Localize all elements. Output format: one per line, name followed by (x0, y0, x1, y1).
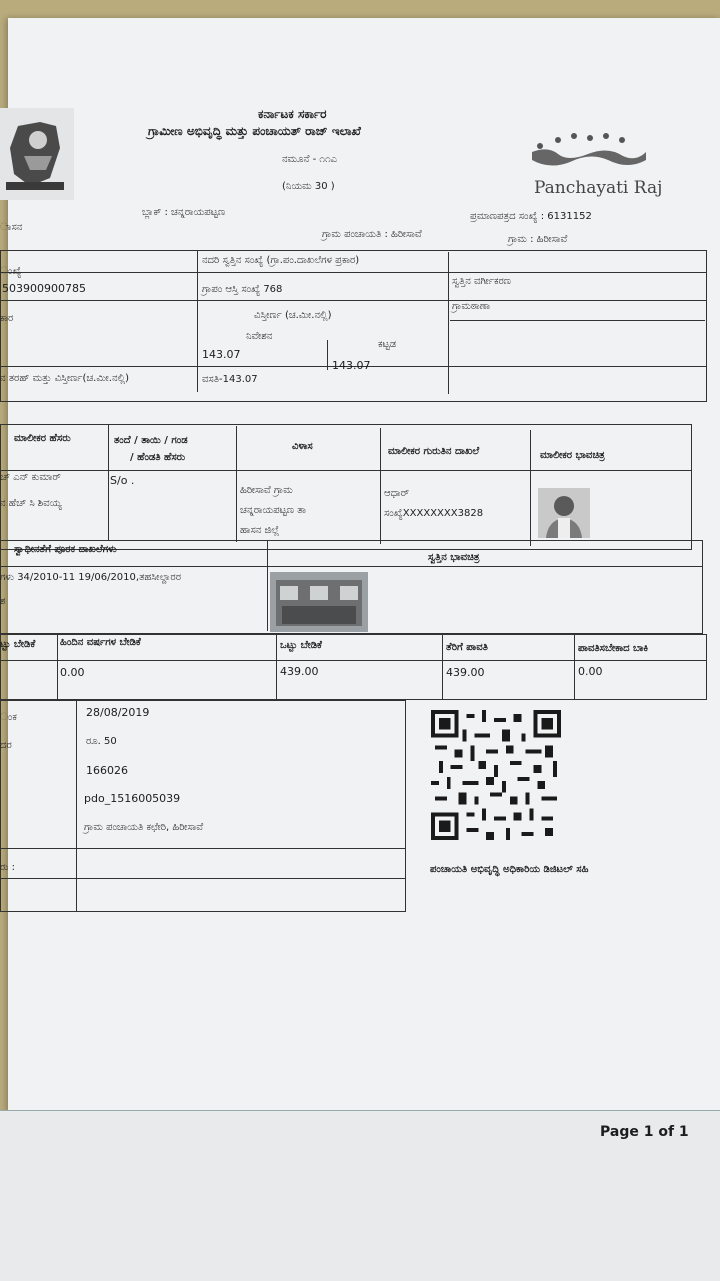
owner-photo-header: ಮಾಲೀಕರ ಭಾವಚಿತ್ರ (540, 450, 605, 461)
pdo-id: pdo_1516005039 (84, 792, 181, 805)
label-sign: ರು : (0, 862, 16, 873)
label-type-area: ನ ತರಹ್ ಮತ್ತು ವಿಸ್ತೀರ್ಣ(ಚ.ಮೀ.ನಲ್ಲಿ) (0, 373, 130, 384)
owner-name-2: ನ ಹೆಚ್ ಸಿ ಶಿವಯ್ಯ (0, 498, 62, 509)
village-name: ಗ್ರಾಮ : ಹಿರೀಸಾವೆ (508, 234, 568, 245)
classification-header: ಸ್ವತ್ತಿನ ವರ್ಗೀಕರಣ (452, 276, 511, 287)
father-header-2: / ಹೆಂಡತಿ ಹೆಸರು (130, 452, 186, 463)
page-number: Page 1 of 1 (600, 1124, 689, 1140)
id-type: ಆಧಾರ್ (384, 488, 410, 499)
classification-value: ಗ್ರಾಮಠಾಣಾ (452, 301, 491, 312)
relation: S/o . (110, 474, 135, 487)
property-photo-header: ಸ್ವತ್ತಿನ ಭಾವಚಿತ್ರ (428, 552, 480, 563)
address-line-2: ಚನ್ನರಾಯಪಟ್ಟಣ ತಾ (240, 505, 307, 516)
karnataka-emblem-icon (0, 108, 74, 200)
building-area-value: 143.07 (332, 359, 371, 372)
father-header: ತಂದೆ / ತಾಯಿ / ಗಂಡ (114, 435, 188, 446)
id-doc-header: ಮಾಲೀಕರ ಗುರುತಿನ ದಾಖಲೆ (388, 446, 480, 457)
brand-name: Panchayati Raj (534, 178, 663, 198)
certificate-number: ಪ್ರಮಾಣಪತ್ರದ ಸಂಖ್ಯೆ : 6131152 (470, 211, 592, 222)
address-header: ವಿಳಾಸ (292, 441, 313, 452)
office-name: ಗ್ರಾಮ ಪಂಚಾಯತಿ ಕಛೇರಿ, ಹಿರೀಸಾವೆ (84, 822, 204, 833)
gram-panchayat: ಗ್ರಾಮ ಪಂಚಾಯತಿ : ಹಿರೀಸಾವೆ (322, 229, 422, 240)
tax-demand-value: 439.00 (280, 665, 319, 678)
receipt-table (0, 700, 406, 912)
property-id-value: 503900900785 (2, 282, 86, 295)
docs-line-2: ಶ (0, 596, 6, 607)
docs-header: ಸ್ವಾಧೀನತೆಗೆ ಪೂರಕ ದಾಖಲೆಗಳು (14, 544, 117, 555)
header-serial: ನದರಿ ಸ್ವತ್ತಿನ ಸಂಖ್ಯೆ (ಗ್ರಾ.ಪಂ.ದಾಖಲೆಗಳ ಪ್ರಕಾರ) (202, 255, 360, 266)
panchayati-raj-logo-icon (528, 132, 650, 178)
usage-value: ವಸತಿ-143.07 (202, 374, 258, 385)
receipt-date: 28/08/2019 (86, 706, 150, 719)
tax-balance-value: 0.00 (578, 665, 603, 678)
label-class: ಕಾರ (0, 313, 14, 324)
property-photo (270, 572, 368, 632)
owner-name-1: ಚ್ ಎನ್ ಕುಮಾರ್ (0, 472, 61, 483)
tax-header-balance: ಪಾವತಿಸಬೇಕಾದ ಬಾಕಿ (578, 643, 649, 654)
label-date: ಂಕ (0, 712, 17, 723)
owner-photo (538, 488, 590, 538)
header-dept: ಗ್ರಾಮೀಣ ಅಭಿವೃದ್ಧಿ ಮತ್ತು ಪಂಚಾಯತ್ ರಾಜ್ ಇಲಾಖೆ (148, 124, 361, 138)
address-line-3: ಹಾಸನ ಜಿಲ್ಲೆ (240, 525, 280, 536)
tax-header-paid: ತೆರಿಗೆ ಪಾವತಿ (446, 642, 488, 653)
docs-line-1: ಗಳು 34/2010-11 19/06/2010,ತಹಸೀಲ್ದಾರರ (0, 572, 181, 583)
block-name: ಬ್ಲಾಕ್ : ಚನ್ನರಾಯಪಟ್ಟಣ (142, 207, 226, 218)
label-fee: ದರ (0, 740, 12, 751)
qr-code (430, 710, 562, 840)
receipt-fee: ರೂ. 50 (86, 736, 117, 747)
digital-signature-label: ಪಂಚಾಯತಿ ಅಭಿವೃದ್ಧಿ ಅಧಿಕಾರಿಯ ಡಿಜಿಟಲ್ ಸಹಿ (430, 864, 589, 875)
tax-header-total: ಟ್ಟು ಬೇಡಿಕೆ (0, 639, 36, 650)
label-property-no: ಂಖ್ಯೆ (0, 266, 22, 277)
receipt-number: 166026 (86, 764, 128, 777)
id-number: ಸಂಖ್ಯೆXXXXXXXX3828 (384, 508, 484, 519)
tax-header-demand: ಒಟ್ಟು ಬೇಡಿಕೆ (280, 640, 322, 651)
tax-header-previous: ಹಿಂದಿನ ವರ್ಷಗಳ ಬೇಡಿಕೆ (60, 637, 141, 648)
tax-previous-value: 0.00 (60, 666, 85, 679)
owner-name-header: ಮಾಲೀಕರ ಹೆಸರು (14, 433, 71, 444)
tax-paid-value: 439.00 (446, 666, 485, 679)
meta-cut-label: ಾಸನ (0, 222, 23, 233)
address-line-1: ಹಿರೀಸಾವೆ ಗ್ರಾಮ (240, 485, 293, 496)
site-area-value: 143.07 (202, 348, 241, 361)
site-header: ನಿವೇಶನ (246, 331, 273, 342)
header-govt: ಕರ್ನಾಟಕ ಸರ್ಕಾರ (258, 107, 327, 121)
header-form: ನಮೂನೆ - ೧೧ಎ (282, 154, 337, 165)
header-rule: (ನಿಯಮ 30 ) (282, 181, 335, 192)
gp-property-number: ಗ್ರಾಪಂ ಆಸ್ತಿ ಸಂಖ್ಯೆ 768 (202, 284, 283, 295)
area-header: ವಿಸ್ತೀರ್ಣ (ಚ.ಮೀ.ನಲ್ಲಿ) (254, 310, 332, 321)
building-header: ಕಟ್ಟಡ (378, 339, 397, 350)
